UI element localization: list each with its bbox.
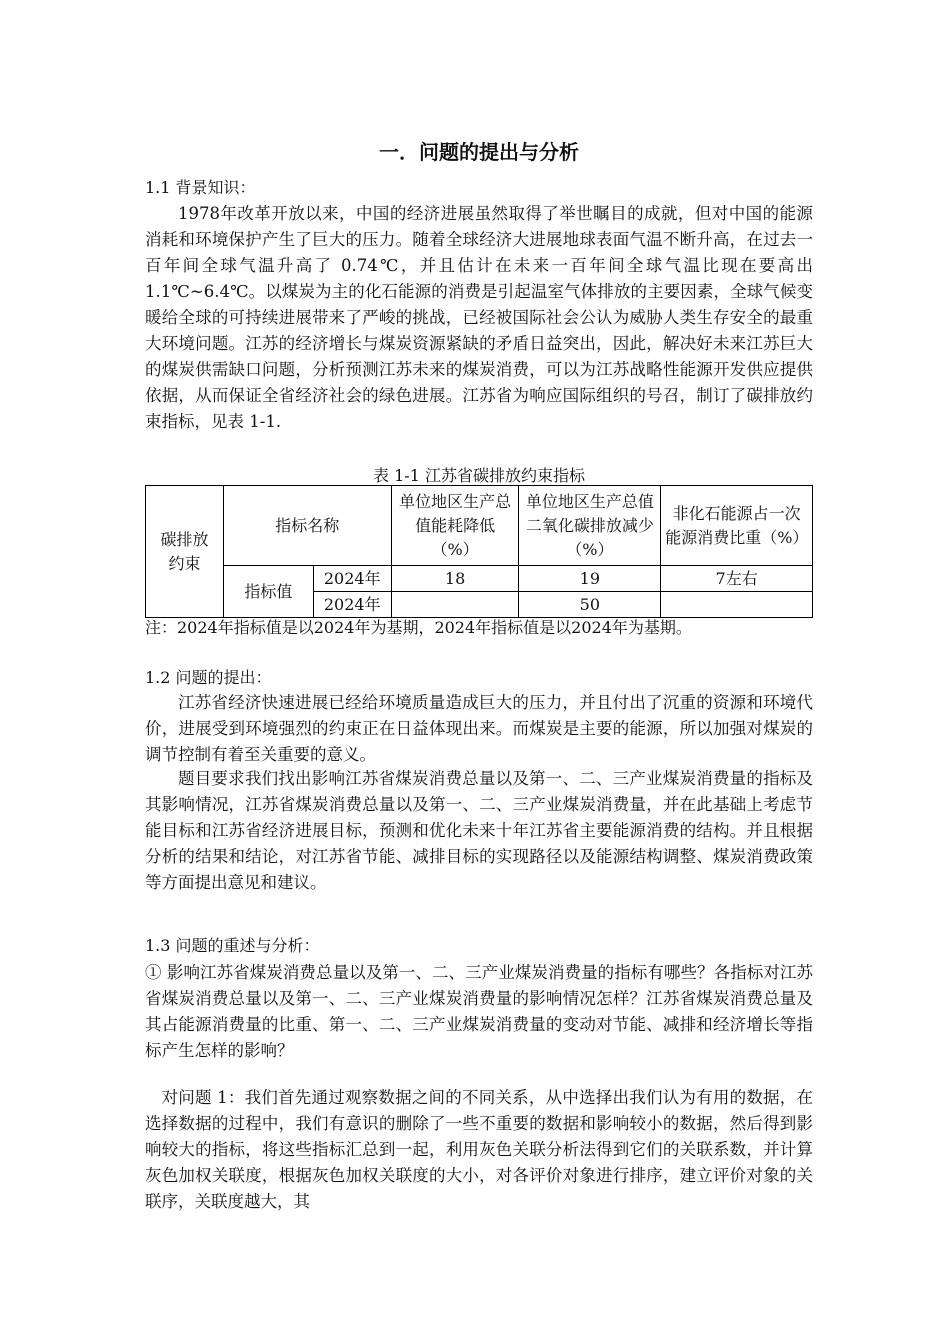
table-row-year: 2024年	[313, 566, 391, 592]
heading-1-2: 1.2 问题的提出：	[145, 668, 272, 687]
section-title: 一．问题的提出与分析	[379, 140, 579, 164]
analysis-paragraph: 对问题 1：我们首先通过观察数据之间的不同关系，从中选择出我们认为有用的数据，在选择数据的过程中，我们有意识的删除了一些不重要的数据和影响较小的数据，然后得到影响较大的指标，将这些指标汇总到一起，利用灰色关联分析法得到它们的关联系数，并计算灰色加权关联度，根据灰色加权关联度的大小，对各评价对象进行排序，建立评价对象的关联序，关联度越大，其	[145, 1088, 813, 1211]
col-header-co2: 单位地区生产总值二氧化碳排放减少（%）	[519, 486, 661, 566]
table-row-year: 2024年	[313, 592, 391, 618]
heading-1-3: 1.3 问题的重述与分析：	[145, 936, 320, 955]
table-cell: 19	[519, 566, 661, 592]
table-cell	[391, 592, 519, 618]
table-cell: 50	[519, 592, 661, 618]
table-cell: 7左右	[661, 566, 813, 592]
table-note: 注：2024年指标值是以2024年为基期，2024年指标值是以2024年为基期。	[145, 618, 692, 637]
indicator-value-label: 指标值	[223, 566, 313, 618]
col-header-energy: 单位地区生产总值能耗降低（%）	[391, 486, 519, 566]
row-header-cell	[146, 486, 224, 618]
row-header-text: 碳排放约束	[160, 529, 209, 573]
heading-1-1: 1.1 背景知识：	[145, 178, 256, 197]
problem-paragraph-1: 江苏省经济快速进展已经给环境质量造成巨大的压力，并且付出了沉重的资源和环境代价，进展受到环境强烈的约束正在日益体现出来。而煤炭是主要的能源，所以加强对煤炭的调节控制有着至关重要的意义。	[145, 693, 813, 764]
col-header-nonfossil: 非化石能源占一次能源消费比重（%）	[661, 486, 813, 566]
carbon-constraint-table	[145, 485, 813, 618]
question-item-1: ① 影响江苏省煤炭消费总量以及第一、二、三产业煤炭消费量的指标有哪些？各指标对江苏省煤炭消费总量以及第一、二、三产业煤炭消费量的影响情况怎样？江苏省煤炭消费总量及其占能源消费量的比重、第一、二、三产业煤炭消费量的变动对节能、减排和经济增长等指标产生怎样的影响？	[145, 963, 813, 1060]
table-cell	[661, 592, 813, 618]
table-cell: 18	[391, 566, 519, 592]
problem-paragraph-2: 题目要求我们找出影响江苏省煤炭消费总量以及第一、二、三产业煤炭消费量的指标及其影响情况，江苏省煤炭消费总量以及第一、二、三产业煤炭消费量，并在此基础上考虑节能目标和江苏省经济进展目标，预测和优化未来十年江苏省主要能源消费的结构。并且根据分析的结果和结论，对江苏省节能、减排目标的实现路径以及能源结构调整、煤炭消费政策等方面提出意见和建议。	[145, 769, 813, 892]
table-caption: 表 1-1 江苏省碳排放约束指标	[373, 466, 585, 485]
background-paragraph: 1978年改革开放以来，中国的经济进展虽然取得了举世瞩目的成就，但对中国的能源消耗和环境保护产生了巨大的压力。随着全球经济大进展地球表面气温不断升高，在过去一百年间全球气温升高了 0.74℃，并且估计在未来一百年间全球气温比现在要高出 1.1℃~6.4℃。以煤炭为主的化石能源的消费是引起温室气体排放的主要因素，全球气候变暖给全球的可持续进展带来了严峻的挑战，已经被国际社会公认为威胁人类生存安全的最重大环境问题。江苏的经济增长与煤炭资源紧缺的矛盾日益突出，因此，解决好未来江苏巨大的煤炭供需缺口问题，分析预测江苏未来的煤炭消费，可以为江苏战略性能源开发供应提供依据，从而保证全省经济社会的绿色进展。江苏省为响应国际组织的号召，制订了碳排放约束指标，见表 1-1.	[145, 204, 813, 431]
indicator-name-header: 指标名称	[223, 486, 391, 566]
